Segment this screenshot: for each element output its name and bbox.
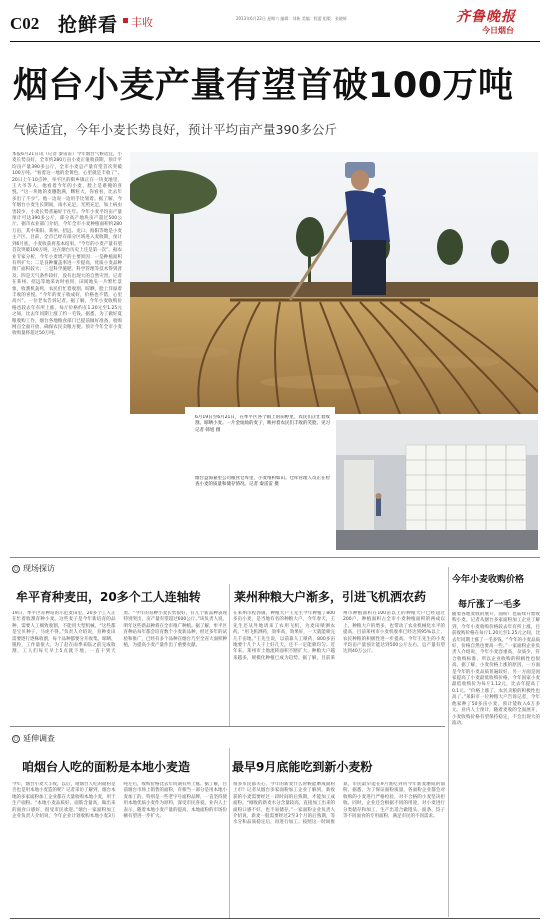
section-bullet-icon: ○ xyxy=(13,565,19,572)
column-name: 抢鲜看 xyxy=(58,14,119,36)
lead-body: 本报6月21日讯（记者 秦雷雷）今年烟台气候适宜，小麦长势良好，全市约280万亩小麦正值收获期，预计平均亩产量390多公斤，全市小麦总产量有望首次突破100万吨。“看着这一地的金黄色，心里就是丰收了”。20日上午10点钟，举平区的街乡镇正在一块麦地里，王大爷等人，他看着今年的小麦，脸上是难掩的喜悦。“这一块地的麦穗饱满，颗粒大，你看看，比去年多出了不少”。他一边说一边用手比划着。据了解，今年烟台小麦生长期间，雨水充足，光照充足，加上病虫害较少，小麦长势普遍好于往年。今年小麦平均亩产量预计可达390多公斤，部分高产地块亩产超过500公斤。据市农业部门介绍，今年全市小麦种植面积约280万亩，其中莱阳、莱州、招远、龙口、海阳等地是小麦主产区。目前，全市已经有部分区域进入麦收期，预计到6月底，小麦收获将基本结束。“今年的小麦产量有望首次突破100万吨，这在烟台历史上还是第一次”。据农业专家分析，今年小麦增产的主要原因：一是种植面积有所扩大；二是良种覆盖率进一步提高，优质小麦品种推广面积较大；三是科学施肥、科学管理等技术得到普及；四是天气条件较好，没有出现大的自然灾害。记者在莱州、招远等地采访时看到，田间地头一片繁忙景象，收割机轰鸣，农民们忙着收割、晾晒，脸上洋溢着丰收的喜悦。“今年的麦子收成好，价格也不错，心里高兴”。一位老农告诉记者。据了解，今年小麦收购价格也较去年有所上涨，每斤价格约在1.20元至1.25元之间，比去年同期上涨了约一毛钱。据悉，为了做好夏粮收购工作，烟台各地粮食部门已提前做好准备，收购网点全面开放，确保农民卖粮方便。预计今年全市小麦收购量将超过50万吨。 xyxy=(12,152,122,337)
main-photo-caption: 6月19日至6月21日，在牟平区各个镇上的田野里，农民们正忙着收割、晾晒小麦。一片金灿灿的麦子，映衬着农民们丰收的笑脸。见习记者 韩旭 摄 xyxy=(195,415,330,433)
section-bullet-icon-2: ○ xyxy=(13,735,19,742)
main-photo xyxy=(130,152,538,414)
secondary-photo xyxy=(336,420,538,550)
article-3-body: 今年，烟台小麦大丰收，以后，咱烟台人吃的面粉是否也是用本地小麦造的呢？记者采访了解到，烟台本地的多家面粉加工企业都在大量收购本地小麦，用于生产面粉。“本地小麦品质好，面筋含量高，做出来的面食口感好，很受市民欢迎。”烟台一家面粉加工企业负责人介绍说，今年企业计划收购本地小麦3万吨左右，收购价格比去年同期有所上涨。据了解，目前烟台市场上销售的面粉，有相当一部分是用本地小麦加工的，特别是一些老字号面粉品牌，一直坚持使用本地优质小麦作为原料，深受市民喜爱。业内人士表示，随着本地小麦产量的提高，本地面粉的市场份额有望进一步扩大。 xyxy=(12,782,227,820)
column-divider-3 xyxy=(229,748,230,918)
article-2-headline: 莱州种粮大户渐多，引进飞机洒农药 xyxy=(234,590,427,604)
article-4-body: 很多市民都关心，今年的新麦什么时候能磨成面粉上市？记者从烟台多家面粉加工企业了解到，新收获的小麦需要经过一段时间的后熟期，才能加工成面粉。“刚收的新麦水分含量较高，直接加工出来的面粉口感不好，也不易储存。”一家面粉企业负责人介绍说，新麦一般需要经过2至3个月的后熟期，等水分和品质稳定后，再进行加工。按照这一时间推算，市民最早能在9月底吃到用今年新麦磨成的面粉。据悉，为了保证面粉质量，各面粉企业都会对收购的小麦进行严格检验，对不合格的小麦坚决拒收。同时，企业还会根据不同的用途，对小麦进行分类储存和加工，生产出适合做馒头、面条、饺子等不同面食的专用面粉，满足市民的不同需求。 xyxy=(233,782,445,826)
masthead-logo: 齐鲁晚报 xyxy=(456,10,516,25)
header-rule xyxy=(10,41,540,42)
lower-section-rule xyxy=(10,726,445,727)
section-label-field-visit: ○ 现场探访 xyxy=(13,564,55,573)
column-divider xyxy=(123,18,128,23)
sidebar-body: 随着各地麦收的展开，面粉厂也陆续开始收购小麦。记者从烟台多家面粉加工企业了解到，今年小麦收购价格较去年有所上涨，目前收购价格在每斤1.20元至1.25元之间，比去年同期上涨了一毛多钱。“今年的小麦品质好，价格自然也要高一些。”一家面粉企业负责人介绍说，今年小麦容重高，杂质少，符合收购标准，所以企业收购的积极性也很高。据了解，小麦价格上涨的原因，一方面是今年的小麦品质普遍较好，另一方面是国家提高了小麦最低收购价格，今年国家小麦最低收购价为每斤1.12元，比去年提高了0.1元。“价格上涨了，农民卖粮的积极性也高了。”莱阳市一位种粮大户告诉记者，今年他家种了50多亩小麦，预计能收入6万多元。业内人士预计，随着麦收的全面展开，小麦收购价格有望保持稳定，不会出现大的波动。 xyxy=(452,612,540,726)
article-1-headline: 牟平育种麦田，20多个工人连轴转 xyxy=(16,590,201,604)
secondary-photo-caption: 烟台益海嘉里公司粮食仓库里，小麦堆积如山。仓库管理人员正在检查小麦的质量和储存情况。记者 秦雷雷 摄 xyxy=(195,476,330,488)
page-header xyxy=(8,6,542,40)
secondary-photo-caption-box xyxy=(185,470,335,540)
column-sub: 丰收 xyxy=(131,16,153,29)
wheat-raking-photo xyxy=(130,152,538,414)
lead-subhead: 气候适宜，今年小麦长势良好，预计平均亩产量390多公斤 xyxy=(13,122,337,137)
sidebar-headline-line-1: 今年小麦收购价格 xyxy=(452,575,525,585)
header-meta: 2013年6月22日 星期六 编辑：刘新 美编：程蕾 组版：张晓辉 xyxy=(236,16,347,21)
article-3-headline: 咱烟台人吃的面粉是本地小麦造 xyxy=(22,760,191,774)
sidebar-headline xyxy=(452,574,542,612)
lead-headline: 烟台小麦产量有望首破100万吨 xyxy=(13,66,514,106)
page-number: C02 xyxy=(10,14,40,33)
sidebar-headline-line-2: 每斤涨了一毛多 xyxy=(458,600,522,610)
column-divider-1 xyxy=(229,584,230,726)
article-4-headline: 最早9月底能吃到新小麦粉 xyxy=(232,760,373,774)
article-2-body: 在莱州市程郭镇，种粮大户王先生今年种植了800多亩小麦，是当地有名的种粮大户。今年春天，王先生还从外地请来了农用飞机，为麦田喷洒农药。“用飞机洒药，效率高，效果好，一天就能喷完几千亩地。”王先生说，以前靠人工喷药，800多亩地要十几个人干上好几天，还不一定能喷均匀。近年来，莱州市土地流转面积不断扩大，种粮大户越来越多，规模化种植已成为趋势。据了解，目前莱州市种植面积在100亩以上的种粮大户已经超过200户，种植面积占全市小麦种植面积的两成以上。种粮大户的增多，也带动了农业机械化水平的提高，目前莱州市小麦机收率已经达到95%以上，农民种粮的积极性进一步提高。今年王先生的小麦平均亩产量预计能达到500公斤左右，总产量有望达到40万公斤。 xyxy=(233,611,445,661)
edition-label: 今日烟台 xyxy=(482,26,514,35)
main-photo-caption-box xyxy=(185,407,335,459)
article-1-body: 19日，牟平区育种站的示范麦田里，20多个工人正在忙着收割育种小麦。这些麦子是今年新培育的品种，需要人工细致收割，不能用大型机械。“这些都是宝贝种子，马虎不得。”负责人介绍说，育种麦田需要逐行逐株收割，每个品种都要分开收集、晾晒、脱粒，工作量很大。为了赶在雨季来临之前完成收割，工人们每天早上5点就下地，一直干到天黑。“今年的育种小麦长势很好，有几个新品种表现特别突出，亩产量有望超过600公斤。”该负责人说，明年这些新品种将在全市推广种植。据了解，牟平区育种站每年都会培育数个小麦新品种，经过多年的试验和推广，已经有多个品种在烟台乃至全省大面积种植，为提高小麦产量作出了重要贡献。 xyxy=(12,611,227,655)
grain-warehouse-photo xyxy=(336,420,538,550)
footer-rule xyxy=(10,918,540,919)
upper-section-rule xyxy=(10,557,540,558)
section-label-extended: ○ 延伸调查 xyxy=(13,734,55,743)
column-divider-2 xyxy=(448,567,449,917)
